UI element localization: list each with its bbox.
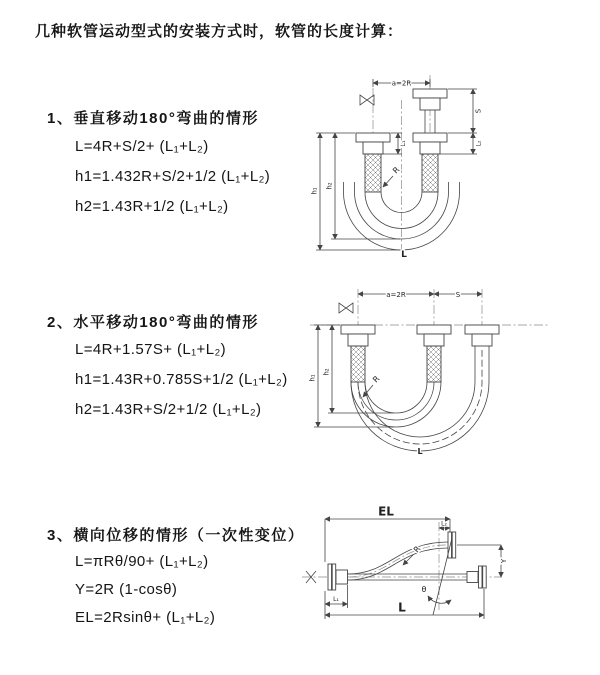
section-1-heading: 1、垂直移动180°弯曲的情形 <box>47 110 259 127</box>
radius-label: R <box>411 544 423 555</box>
dim-label-s: S <box>455 290 461 299</box>
dim-label-l2: L₂ <box>475 140 483 147</box>
left-flange <box>328 564 348 590</box>
diagram-lateral-displacement <box>298 488 596 648</box>
upper-flange-displaced <box>448 532 456 558</box>
section-2-formula-L: L=4R+1.57S+ (L₁+L₂) <box>75 341 227 358</box>
section-3-formula-EL: EL=2Rsinθ+ (L₁+L₂) <box>75 609 216 626</box>
right-leg-flange <box>413 89 447 192</box>
page-title: 几种软管运动型式的安装方式时，软管的长度计算： <box>35 23 404 40</box>
dim-label-h1: h₁ <box>308 374 317 382</box>
dim-label-el: EL <box>378 504 394 519</box>
angle-label: θ <box>421 585 427 594</box>
flange-c <box>465 325 499 346</box>
length-label: L <box>417 447 423 456</box>
flange-b <box>417 325 451 382</box>
section-1-formula-h2: h2=1.43R+1/2 (L₁+L₂) <box>75 198 229 215</box>
dim-label-h2: h₂ <box>325 182 334 190</box>
section-2-heading: 2、水平移动180°弯曲的情形 <box>47 314 259 331</box>
left-leg-flange <box>356 133 390 192</box>
section-1-formula-h1: h1=1.432R+S/2+1/2 (L₁+L₂) <box>75 168 271 185</box>
right-flange-original <box>467 566 486 588</box>
diagram-horizontal-180-bend <box>306 282 556 457</box>
dim-label-h1: h₁ <box>310 187 319 195</box>
flange-a <box>341 325 375 382</box>
section-2-formula-h2: h2=1.43R+S/2+1/2 (L₁+L₂) <box>75 401 262 418</box>
diagram-vertical-180-bend <box>308 70 538 260</box>
dim-label-l2: L₂ <box>441 520 447 528</box>
dimension-lines <box>314 294 482 427</box>
dim-label-l1: L₁ <box>333 596 339 603</box>
dim-label-y: Y <box>500 558 508 564</box>
valve-icon <box>339 303 353 313</box>
radius-label: R <box>391 165 402 176</box>
dim-label-s: S <box>474 108 483 114</box>
hose-u-bend-near <box>351 382 441 427</box>
dim-label-l1: L₁ <box>400 140 407 147</box>
dim-label-a2r: a=2R <box>386 290 406 299</box>
dimension-lines <box>325 519 501 619</box>
length-label: L <box>401 250 407 260</box>
section-2-formula-h1: h1=1.43R+0.785S+1/2 (L₁+L₂) <box>75 371 288 388</box>
radius-label: R <box>371 374 382 385</box>
dim-label-h2: h₂ <box>322 368 331 376</box>
valve-icon <box>360 95 374 105</box>
length-label: L <box>398 600 406 615</box>
section-3-heading: 3、横向位移的情形（一次性变位） <box>47 527 305 544</box>
section-3-formula-L: L=πRθ/90+ (L₁+L₂) <box>75 553 209 570</box>
hose-u-bend-far <box>351 346 489 451</box>
section-3-formula-Y: Y=2R (1-cosθ) <box>75 581 178 598</box>
dim-label-a2r: a=2R <box>391 79 412 88</box>
section-1-formula-L: L=4R+S/2+ (L₁+L₂) <box>75 138 209 155</box>
dimension-lines <box>316 79 477 250</box>
